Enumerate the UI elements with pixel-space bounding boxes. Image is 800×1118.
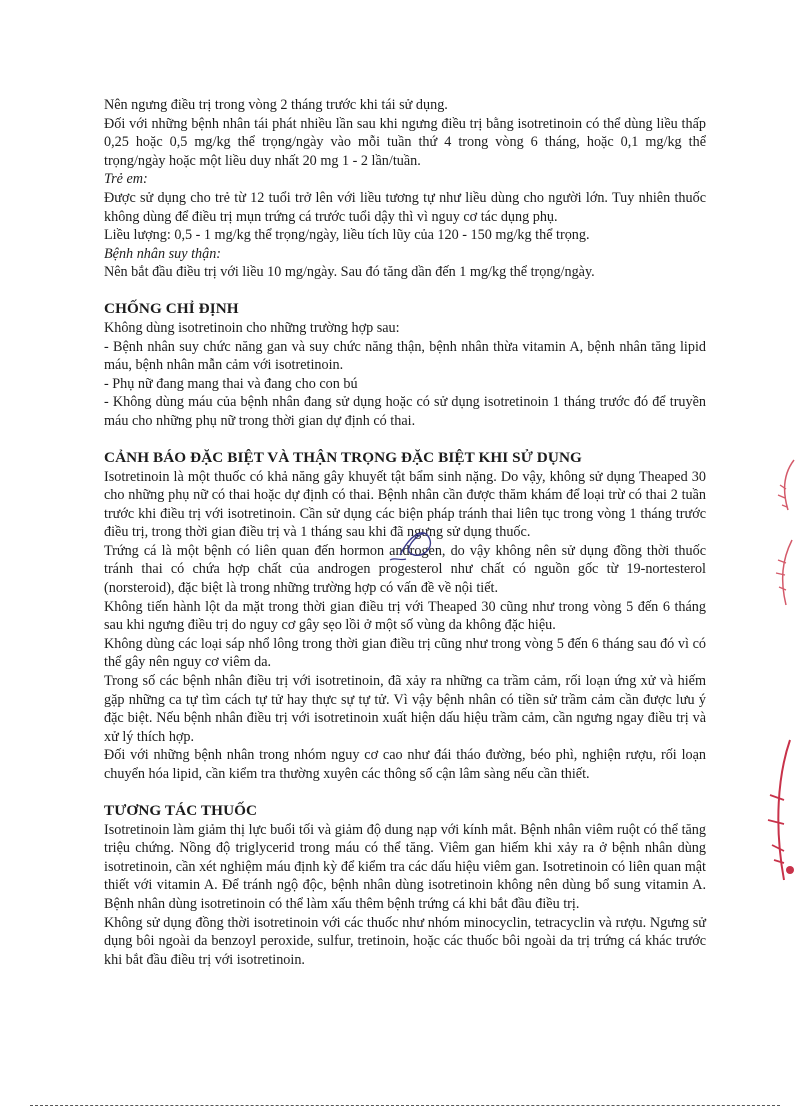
stamp-fragment-icon (760, 735, 800, 885)
renal-subheading: Bệnh nhân suy thận: (104, 245, 222, 262)
warnings-heading: CẢNH BÁO ĐẶC BIỆT VÀ THẬN TRỌNG ĐẶC BIỆT KHI SỬ DỤNG (104, 448, 582, 466)
list-item: - Bệnh nhân suy chức năng gan và suy chức năng thận, bệnh nhân thừa vitamin A, bệnh nhân tăng lipid máu, bệnh nhân mẫn cảm với isotretinoin. (104, 338, 706, 374)
children-subheading: Trẻ em: (104, 171, 148, 188)
contraindications-heading: CHỐNG CHỈ ĐỊNH (104, 299, 239, 317)
paragraph: Không dùng isotretinoin cho những trường hợp sau: (104, 319, 400, 336)
paragraph: Được sử dụng cho trẻ từ 12 tuổi trở lên với liều tương tự như liều dùng cho người lớn. Tuy nhiên thuốc không dùng để điều trị mụn trứng cá trước tuổi dậy thì vì nguy cơ tác dụng phụ. (104, 189, 706, 225)
handwritten-mark-icon (370, 515, 460, 570)
page-edge-divider (30, 1105, 780, 1107)
paragraph: Trứng cá là một bệnh có liên quan đến hormon androgen, do vậy không nên sử dụng đồng thời thuốc tránh thai có chứa hợp chất của androgen progesterol như chất có nguồn gốc từ 19-nortesterol (norsteroid), đặc biệt là trong những trường hợp có vấn đề về nội tiết. (104, 542, 706, 597)
paragraph: Isotretinoin làm giảm thị lực buổi tối và giảm độ dung nạp với kính mắt. Bệnh nhân viêm ruột có thể tăng triệu chứng. Nồng độ triglycerid trong máu có thể tăng. Viêm gan hiếm khi xảy ra ở bệnh nhân dùng isotretinoin, cần xét nghiệm máu định kỳ để kiểm tra các dấu hiệu viêm gan. Isotretinoin có liên quan mật thiết với vitamin A. Để tránh ngộ độc, bệnh nhân dùng isotretinoin không nên dùng bổ sung vitamin A. Bệnh nhân dùng isotretinoin có thể làm xấu thêm bệnh trứng cá khi bắt đầu điều trị. (104, 821, 706, 912)
stamp-fragment-icon (770, 535, 800, 615)
interactions-heading: TƯƠNG TÁC THUỐC (104, 801, 258, 819)
paragraph: Đối với những bệnh nhân trong nhóm nguy cơ cao như đái tháo đường, béo phì, nghiện rượu, rối loạn chuyển hóa lipid, cần kiểm tra thường xuyên các thông số cận lâm sàng nếu cần thiết. (104, 747, 706, 782)
paragraph: Đối với những bệnh nhân tái phát nhiều lần sau khi ngưng điều trị bằng isotretinoin có thể dùng liều thấp 0,25 hoặc 0,5 mg/kg thể trọng/ngày vào mỗi tuần thứ 4 trong vòng 6 tháng, hoặc 0,1 mg/kg thể trọng/ngày hoặc một liều duy nhất 20 mg 1 - 2 lần/tuần. (104, 115, 706, 169)
list-item: - Phụ nữ đang mang thai và đang cho con bú (104, 375, 358, 392)
paragraph: Liều lượng: 0,5 - 1 mg/kg thể trọng/ngày, liều tích lũy của 120 - 150 mg/kg thể trọng. (104, 227, 590, 244)
paragraph: Không sử dụng đồng thời isotretinoin với các thuốc như nhóm minocyclin, tetracyclin và rượu. Ngưng sử dụng bôi ngoài da benzoyl peroxide, sulfur, tretinoin, hoặc các thuốc bôi ngoài da trị trứng cá khác trước khi bắt đầu điều trị với isotretinoin. (104, 914, 706, 968)
paragraph: Không dùng các loại sáp nhổ lông trong thời gian điều trị cũng như trong vòng 5 đến 6 tháng sau đó vì có thể gây nên nguy cơ viêm da. (104, 635, 706, 671)
paragraph: Trong số các bệnh nhân điều trị với isotretinoin, đã xảy ra những ca trầm cảm, rối loạn ứng xử và hiếm gặp những ca tự tìm cách tự tử hay thực sự tự tử. Vì vậy bệnh nhân có tiền sử trầm cảm cần được lưu ý đặc biệt. Nếu bệnh nhân điều trị với isotretinoin xuất hiện dấu hiệu trầm cảm, cần ngưng ngay điều trị và xử lý thích hợp. (104, 673, 706, 745)
paragraph: Không tiến hành lột da mặt trong thời gian điều trị với Theaped 30 cũng như trong vòng 5 đến 6 tháng sau khi ngưng điều trị do nguy cơ gây sẹo lồi ở một số vùng da không đặc hiệu. (104, 598, 706, 634)
stamp-fragment-icon (770, 455, 800, 525)
paragraph: Isotretinoin là một thuốc có khả năng gây khuyết tật bẩm sinh nặng. Do vậy, không sử dụng Theaped 30 cho những phụ nữ có thai hoặc dự định có thai. Bệnh nhân cần được thăm khám để loại trừ có thai 2 tuần trước khi điều trị với isotretinoin. Cần sử dụng các biện pháp tránh thai liên tục trong vòng 1 tháng trước điều trị, trong thời gian điều trị và 1 tháng sau khi đã ngưng sử dụng thuốc. (104, 468, 706, 541)
paragraph: Nên ngưng điều trị trong vòng 2 tháng trước khi tái sử dụng. (104, 97, 448, 113)
paragraph: Nên bắt đầu điều trị với liều 10 mg/ngày. Sau đó tăng dần đến 1 mg/kg thể trọng/ngày. (104, 264, 595, 281)
list-item: - Không dùng máu của bệnh nhân đang sử dụng hoặc có sử dụng isotretinoin 1 tháng trước đó để truyền máu cho những phụ nữ trong thời gian dự định có thai. (104, 394, 706, 429)
